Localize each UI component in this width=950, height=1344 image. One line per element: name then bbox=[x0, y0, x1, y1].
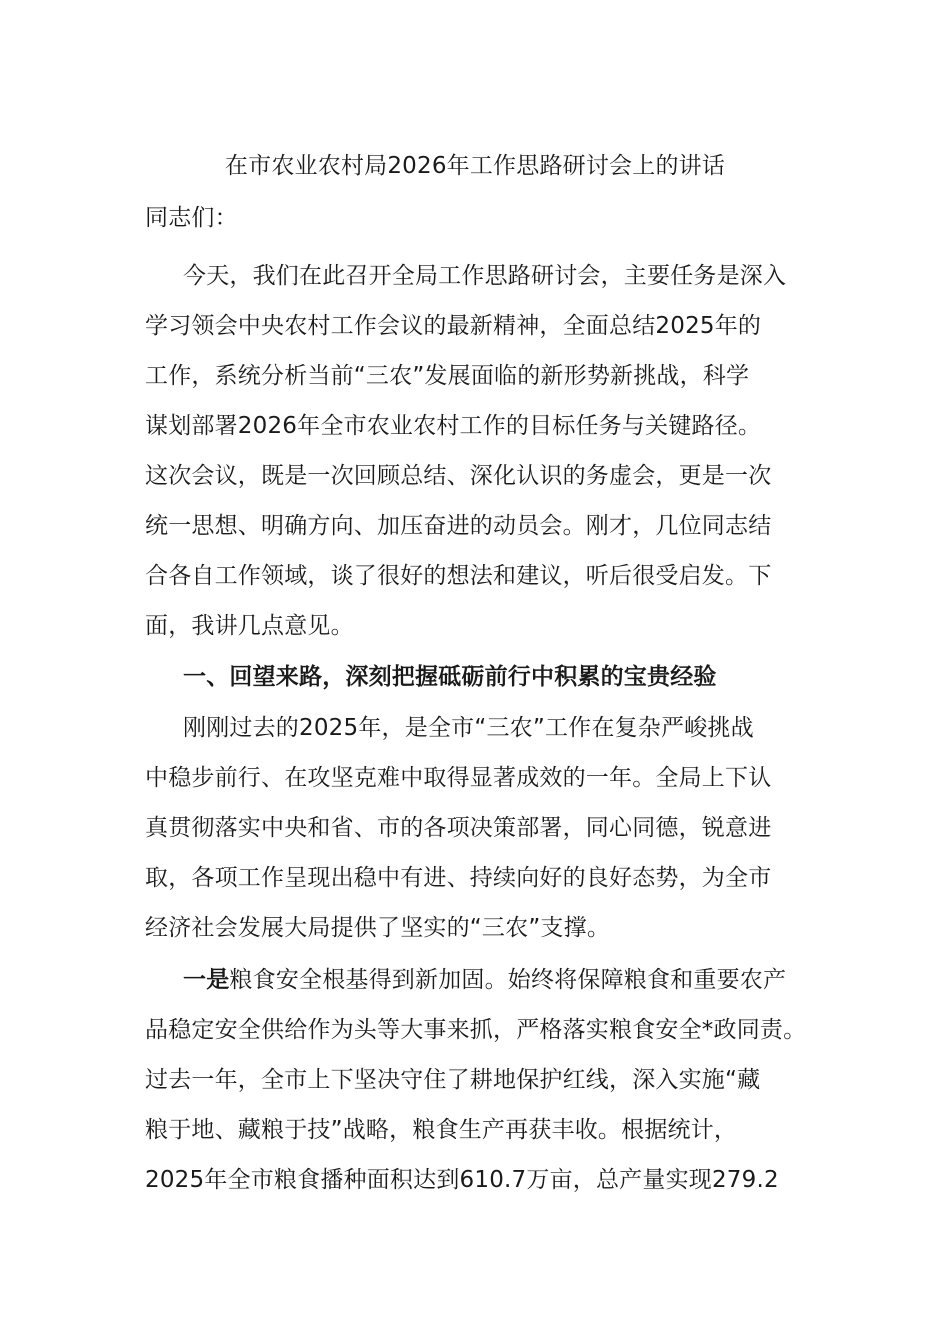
page-title: 在市农业农村局2026年工作思路研讨会上的讲话 bbox=[224, 153, 726, 179]
salutation: 同志们： bbox=[145, 205, 238, 231]
paragraph-line: 刚刚过去的2025年，是全市“三农”工作在复杂严峻挑战 bbox=[183, 715, 754, 741]
paragraph-line: 工作，系统分析当前“三农”发展面临的新形势新挑战，科学 bbox=[145, 363, 750, 389]
section-heading: 一、回望来路，深刻把握砥砺前行中积累的宝贵经验 bbox=[183, 664, 717, 690]
paragraph-line: 学习领会中央农村工作会议的最新精神，全面总结2025年的 bbox=[145, 313, 762, 339]
paragraph-line: 过去一年，全市上下坚决守住了耕地保护红线，深入实施“藏 bbox=[145, 1067, 761, 1093]
paragraph-line: 2025年全市粮食播种面积达到610.7万亩，总产量实现279.2 bbox=[145, 1167, 779, 1193]
paragraph-line: 面，我讲几点意见。 bbox=[145, 613, 354, 639]
point-first-line-text: 粮食安全根基得到新加固。始终将保障粮食和重要农产 bbox=[229, 967, 787, 993]
paragraph-line: 这次会议，既是一次回顾总结、深化认识的务虚会，更是一次 bbox=[145, 463, 772, 489]
point-lead: 一是 bbox=[183, 967, 230, 993]
paragraph-line: 取，各项工作呈现出稳中有进、持续向好的良好态势，为全市 bbox=[145, 865, 772, 891]
paragraph-line: 经济社会发展大局提供了坚实的“三农”支撑。 bbox=[145, 915, 611, 941]
paragraph-line: 统一思想、明确方向、加压奋进的动员会。刚才，几位同志结 bbox=[145, 513, 772, 539]
paragraph-line: 真贯彻落实中央和省、市的各项决策部署，同心同德，锐意进 bbox=[145, 815, 772, 841]
paragraph-line: 粮于地、藏粮于技”战略，粮食生产再获丰收。根据统计， bbox=[145, 1117, 738, 1143]
paragraph-line: 中稳步前行、在攻坚克难中取得显著成效的一年。全局上下认 bbox=[145, 765, 772, 791]
paragraph-line: 合各自工作领域，谈了很好的想法和建议，听后很受启发。下 bbox=[145, 563, 772, 589]
paragraph-line: 今天，我们在此召开全局工作思路研讨会，主要任务是深入 bbox=[183, 263, 787, 289]
paragraph-line: 谋划部署2026年全市农业农村工作的目标任务与关键路径。 bbox=[145, 413, 762, 439]
point-first-line bbox=[183, 960, 786, 1000]
paragraph-line: 品稳定安全供给作为头等大事来抓，严格落实粮食安全*政同责。 bbox=[145, 1017, 807, 1043]
